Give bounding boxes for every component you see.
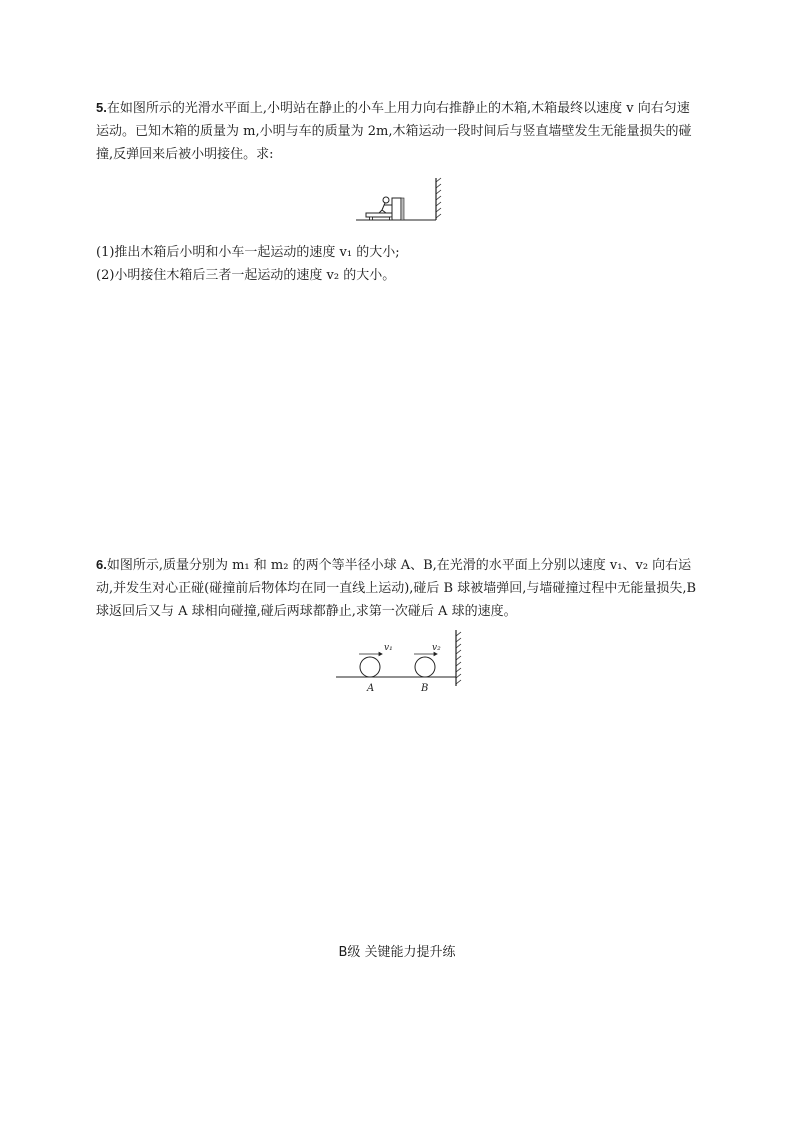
v2-label: v₂ <box>432 643 441 653</box>
q5-stem <box>96 96 702 166</box>
q5-sub2: (2)小明接住木箱后三者一起运动的速度 v₂ 的大小。 <box>96 268 396 283</box>
q6-stem <box>96 553 702 623</box>
wooden-box <box>392 198 401 220</box>
q6-number: 6. <box>96 557 107 572</box>
q5-number: 5. <box>96 100 107 115</box>
ball-a <box>360 657 380 677</box>
q6-figure <box>332 626 462 696</box>
section-title: B级 关键能力提升练 <box>338 945 456 960</box>
q6-text: 如图所示,质量分别为 m₁ 和 m₂ 的两个等半径小球 A、B,在光滑的水平面上分别以速度 v₁、v₂ 向右运动,并发生对心正碰(碰撞前后物体均在同一直线上运动),碰后 B 球被墙弹回,与墙碰撞过程中无能量损失,B 球返回后又与 A 球相向碰撞,碰后两球都静止,求第一次碰后 A 球的速度。 <box>96 558 697 619</box>
person-figure <box>379 197 392 213</box>
q5-figure <box>352 174 452 226</box>
q5-sub1: (1)推出木箱后小明和小车一起运动的速度 v₁ 的大小; <box>96 245 400 260</box>
ball-b <box>415 657 435 677</box>
q5-text: 在如图所示的光滑水平面上,小明站在静止的小车上用力向右推静止的木箱,木箱最终以速度 v 向右匀速运动。已知木箱的质量为 m,小明与车的质量为 2m,木箱运动一段时间后与竖直墙壁发生无能量损失的碰撞,反弹回来后被小明接住。求: <box>96 101 692 162</box>
ball-a-label: A <box>367 683 375 694</box>
ball-b-label: B <box>421 683 429 694</box>
v1-label: v₁ <box>384 643 393 653</box>
